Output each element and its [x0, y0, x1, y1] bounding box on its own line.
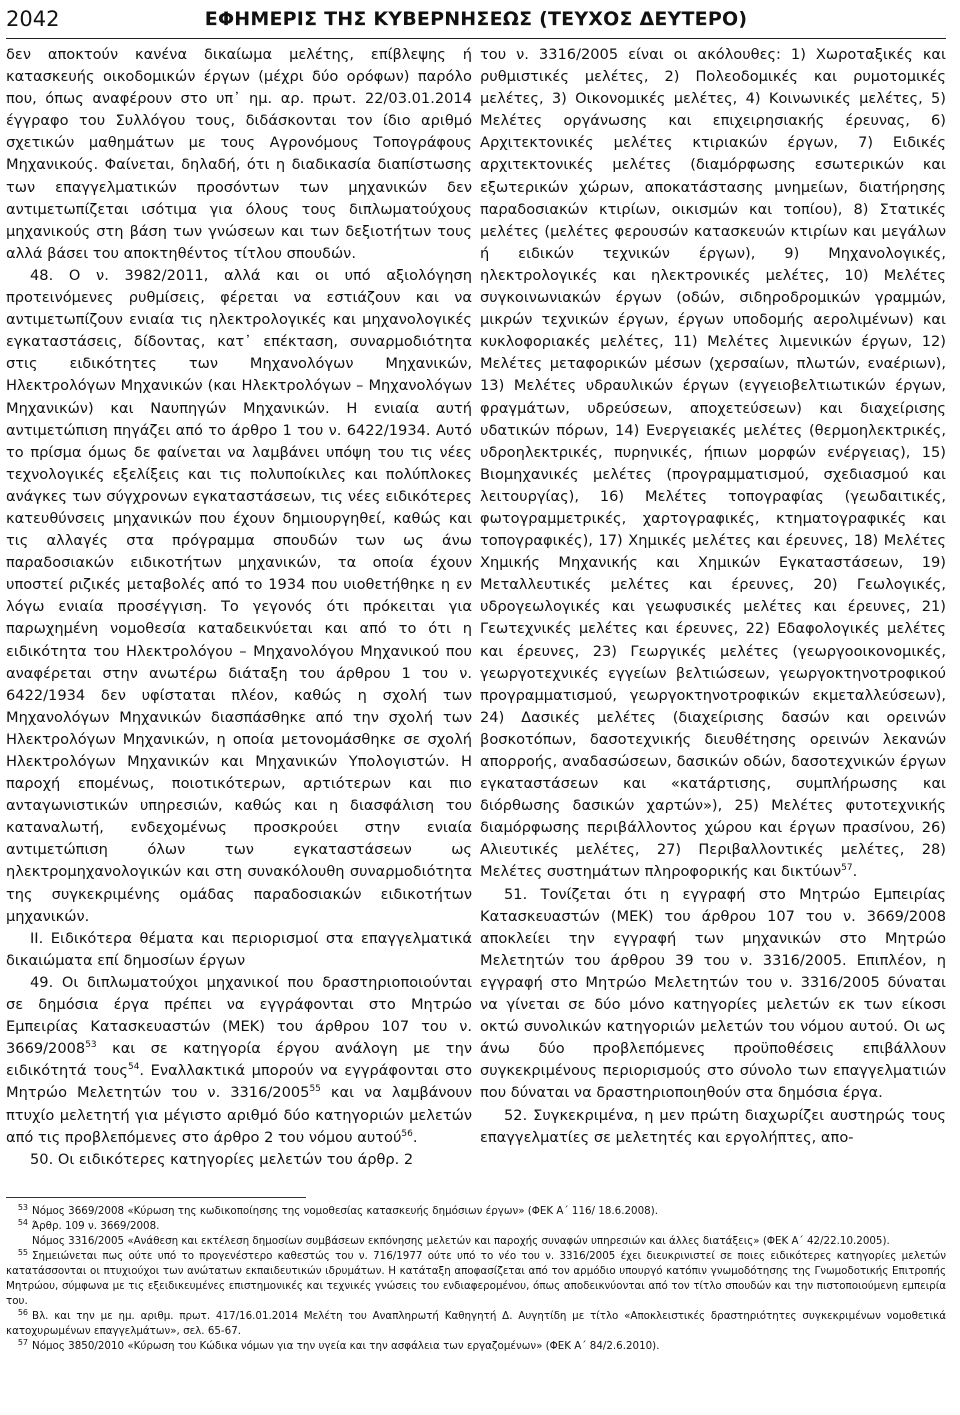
footnote-text: Βλ. και την με ημ. αριθμ. πρωτ. 417/16.01.2014 Μελέτη του Αναπληρωτή Καθηγητή Δ. Αυγητίδη με τίτλο «Αποκλειστικές δραστηριότητες συγκεκριμένων νομοθετικά κατοχυρωμένων επαγγελμάτων», σελ. 65-67.: [6, 1310, 946, 1337]
footnote-56: 56 Βλ. και την με ημ. αριθμ. πρωτ. 417/16.01.2014 Μελέτη του Αναπληρωτή Καθηγητή Δ. Αυγητίδη με τίτλο «Αποκλειστικές δραστηριότητες συγκεκριμένων νομοθετικά κατοχυρωμένων επαγγελμάτων», σελ. 65-67.: [6, 1307, 946, 1337]
footnote-text: Σημειώνεται πως ούτε υπό το προγενέστερο καθεστώς του ν. 716/1977 ούτε υπό το νέο του ν. 3316/2005 έχει διευκρινιστεί σε ποιες ειδικότερες κατηγορίες μελετών κατατάσσονται οι πτυχιούχοι των ανώτατων εκπαιδευτικών ιδρυμάτων. Η κατάταξη αποφασίζεται από τον αρμόδιο υπουργό κατόπιν γνωμοδότησης της Γνωμοδοτικής Επιτροπής Μητρώου, σύμφωνα με τις εξειδικευμένες επιστημονικές και τεχνικές γνώσεις του ενδιαφερομένου, όπως αποδεικνύονται από τον τίτλο σπουδών και την πιστοποιούμενη εμπειρία του.: [6, 1250, 946, 1307]
footnote-54-continued: [6, 1234, 946, 1249]
paragraph-49-text-a: 49. Οι διπλωματούχοι μηχανικοί που δραστηριοποιούνται σε δημόσια έργα πρέπει να εγγράφονται στο Μητρώο Εμπειρίας Κατασκευαστών (ΜΕΚ) του άρθρου 107 του ν. 3669/2008: [6, 973, 472, 1058]
paragraph-49-text-c: . Εναλλακτικά μπορούν να εγγράφονται στο Μητρώο Μελετητών του ν. 3316/2005: [6, 1062, 472, 1102]
footnote-divider: [6, 1197, 306, 1198]
footnote-text: Νόμος 3316/2005 «Ανάθεση και εκτέλεση δημοσίων συμβάσεων εκπόνησης μελετών και παροχής συναφών υπηρεσιών και άλλες διατάξεις» (ΦΕΚ Α΄ 42/22.10.2005).: [32, 1235, 890, 1247]
footnote-ref-53[interactable]: 53: [85, 1040, 97, 1051]
paragraph-continued: δεν αποκτούν κανένα δικαίωμα μελέτης, επίβλεψης ή κατασκευής οικοδομικών έργων (μέχρι δύο ορόφων) παρόλο που, όπως αναφέρουν στο υπ᾽ ημ. αρ. πρωτ. 22/03.01.2014 έγγραφο του Συλλόγου τους, διδάσκονται τον ίδιο αριθμό σχετικών μαθημάτων με τους Αγρονόμους Τοπογράφους Μηχανικούς. Φαίνεται, δηλαδή, ότι η διαδικασία διαπίστωσης των επαγγελματικών προσόντων των μηχανικών δεν αντιμετωπίζεται ισότιμα για όλους τους διπλωματούχους μηχανικούς στη βάση των γνώσεων και των δεξιοτήτων τους αλλά βάσει του αποκτηθέντος τίτλου σπουδών.: [6, 46, 472, 262]
paragraph-49: [6, 972, 472, 1149]
footnote-text: Άρθρ. 109 ν. 3669/2008.: [32, 1220, 160, 1232]
paragraph-50-continued: [480, 44, 946, 884]
footnote-text: Νόμος 3669/2008 «Κύρωση της κωδικοποίησης της νομοθεσίας κατασκευής δημόσιων έργων» (ΦΕΚ Α΄ 116/ 18.6.2008).: [32, 1205, 658, 1217]
footnote-ref-56[interactable]: 56: [401, 1128, 413, 1139]
page-number: 2042: [6, 7, 60, 31]
footnotes-section: [6, 1197, 946, 1409]
paragraph-50: 50. Οι ειδικότερες κατηγορίες μελετών του άρθρ. 2: [30, 1150, 414, 1168]
page-header: [6, 0, 946, 39]
gazette-title: ΕΦΗΜΕΡΙΣ ΤΗΣ ΚΥΒΕΡΝΗΣΕΩΣ (ΤΕΥΧΟΣ ΔΕΥΤΕΡΟ): [204, 8, 748, 30]
footnote-57: 57 Νόμος 3850/2010 «Κύρωση του Κώδικα νόμων για την υγεία και την ασφάλεια των εργαζομένων» (ΦΕΚ Α΄ 84/2.6.2010).: [17, 1337, 660, 1352]
paragraph-51: 51. Τονίζεται ότι η εγγραφή στο Μητρώο Εμπειρίας Κατασκευαστών (ΜΕΚ) του άρθρου 107 του ν. 3669/2008 αποκλείει την εγγραφή των μηχανικών στο Μητρώο Μελετητών του άρθρου 39 του ν. 3316/2005. Επιπλέον, η εγγραφή στο Μητρώο Μελετητών του ν. 3316/2005 δύναται να γίνεται σε δύο μόνο κατηγορίες μελετών εκ των είκοσι οκτώ συνολικών κατηγοριών μελετών του νόμου αυτού. Οι ως άνω δύο προβλεπόμενες προϋποθέσεις επιβάλλουν συγκεκριμένους περιορισμούς στο σύνολο των επαγγελματιών που δύναται να δραστηριοποιηθούν στα δημόσια έργα.: [480, 885, 946, 1102]
paragraph-52: 52. Συγκεκριμένα, η μεν πρώτη διαχωρίζει αυστηρώς τους επαγγελματίες σε μελετητές και εργολήπτες, απο-: [480, 1106, 946, 1146]
text-columns: [6, 44, 946, 1192]
paragraph-49-text-d: και να λαμβάνουν πτυχίο μελετητή για μέγιστο αριθμό δύο κατηγοριών μελετών από τις προβλεπόμενες στο άρθρο 2 του νόμου αυτού: [6, 1084, 472, 1146]
footnote-54: 54 Άρθρ. 109 ν. 3669/2008.: [17, 1217, 160, 1232]
right-column: [480, 44, 946, 1192]
footnote-ref-55[interactable]: 55: [309, 1084, 321, 1095]
left-column: [6, 44, 472, 1192]
paragraph-48: 48. Ο ν. 3982/2011, αλλά και οι υπό αξιολόγηση προτεινόμενες ρυθμίσεις, φέρεται να εστιάζουν και να αντιμετωπίζουν ενιαία τις ηλεκτρολογικές και μηχανολογικές εγκαταστάσεις, δίδοντας, κατ᾽ επέκταση, συναρμοδιότητα στις ειδικότητες των Μηχανολόγων Μηχανικών, Ηλεκτρολόγων Μηχανικών (και Ηλεκτρολόγων – Μηχανολόγων Μηχανικών) και Ναυπηγών Μηχανικών. Η ενιαία αυτή αντιμετώπιση πηγάζει από το άρθρο 1 του ν. 6422/1934. Αυτό το πρίσμα όμως δε φαίνεται να λαμβάνει υπόψη του τις νέες τεχνολογικές εξελίξεις και τις πολυποίκιλες και πολύπλοκες ανάγκες των σύγχρονων εγκαταστάσεων, τις νέες ειδικότερες κατευθύνσεις μηχανικών που έχουν δημιουργηθεί, καθώς και τις αλλαγές στα πρόγραμμα σπουδών των ως άνω παραδοσιακών ειδικοτήτων μηχανικών, τα οποία έχουν υποστεί ριζικές μεταβολές από το 1934 που υιοθετήθηκε η εν λόγω ενιαία προσέγγιση. Το γεγονός ότι πρόκειται για παρωχημένη νομοθεσία καταδεικνύεται και από το ότι η ειδικότητα του Ηλεκτρολόγου – Μηχανολόγου Μηχανικού που αναφέρεται στην ανωτέρω διάταξη του άρθρου 1 του ν. 6422/1934 δεν υφίσταται πλέον, καθώς η σχολή των Μηχανολόγων Μηχανικών διασπάσθηκε από την σχολή των Ηλεκτρολόγων Μηχανικών, η οποία μετονομάσθηκε σε σχολή Ηλεκτρολόγων Μηχανικών και Μηχανικών Υπολογιστών. Η παροχή επομένως, ποιοτικότερων, αρτιότερων και πιο ανταγωνιστικών υπηρεσιών, καθώς και η διασφάλιση του καταναλωτή, ενδεχομένως προσκρούει στην ενιαία αντιμετώπιση όλων των εγκαταστάσεων ως ηλεκτρομηχανολογικών και στη συνακόλουθη συναρμοδιότητα της συγκεκριμένης ομάδας παραδοσιακών ειδικοτήτων μηχανικών.: [6, 266, 472, 925]
paragraph-49-text-e: .: [412, 1128, 418, 1146]
footnote-text: Νόμος 3850/2010 «Κύρωση του Κώδικα νόμων για την υγεία και την ασφάλεια των εργαζομένων» (ΦΕΚ Α΄ 84/2.6.2010).: [32, 1340, 660, 1352]
footnote-ref-57[interactable]: 57: [841, 863, 853, 874]
footnote-55: 55 Σημειώνεται πως ούτε υπό το προγενέστερο καθεστώς του ν. 716/1977 ούτε υπό το νέο του ν. 3316/2005 έχει διευκρινιστεί σε ποιες ειδικότερες κατηγορίες μελετών κατατάσσονται οι πτυχιούχοι των ανώτατων εκπαιδευτικών ιδρυμάτων. Η κατάταξη αποφασίζεται από τον αρμόδιο υπουργό κατόπιν γνωμοδότησης της Γνωμοδοτικής Επιτροπής Μητρώου, σύμφωνα με τις εξειδικευμένες επιστημονικές και τεχνικές γνώσεις του ενδιαφερομένου, όπως αποδεικνύονται από τον τίτλο σπουδών και την πιστοποιούμενη εμπειρία του.: [6, 1247, 946, 1307]
footnote-53: 53 Νόμος 3669/2008 «Κύρωση της κωδικοποίησης της νομοθεσίας κατασκευής δημόσιων έργων» (ΦΕΚ Α΄ 116/ 18.6.2008).: [17, 1202, 658, 1217]
paragraph-50-end: .: [852, 863, 858, 881]
paragraph-49-text-b: και σε κατηγορία έργου ανάλογη με την ειδικότητά τους: [6, 1040, 472, 1080]
paragraph-50-list: του ν. 3316/2005 είναι οι ακόλουθες: 1) Χωροταξικές και ρυθμιστικές μελέτες, 2) Πολεοδομικές και ρυμοτομικές μελέτες, 3) Οικονομικές μελέτες, 4) Κοινωνικές μελέτες, 5) Μελέτες οργάνωσης και επιχειρησιακής έρευνας, 6) Αρχιτεκτονικές μελέτες κτιριακών έργων, 7) Ειδικές αρχιτεκτονικές μελέτες (διαμόρφωσης εσωτερικών και εξωτερικών χώρων, αποκατάστασης μνημείων, διατήρησης παραδοσιακών κτιρίων, οικισμών και τοπίου), 8) Στατικές μελέτες (μελέτες φερουσών κατασκευών κτιρίων και μεγάλων ή ειδικών τεχνικών έργων), 9) Μηχανολογικές, ηλεκτρολογικές και ηλεκτρονικές μελέτες, 10) Μελέτες συγκοινωνιακών έργων (οδών, σιδηροδρομικών γραμμών, μικρών τεχνικών έργων, έργων υποδομής αερολιμένων) και κυκλοφοριακές μελέτες, 11) Μελέτες λιμενικών έργων, 12) Μελέτες μεταφορικών μέσων (χερσαίων, πλωτών, εναέριων), 13) Μελέτες υδραυλικών έργων (εγγειοβελτιωτικών έργων, φραγμάτων, υδρεύσεων, αποχετεύσεων) και διαχείρισης υδατικών πόρων, 14) Ενεργειακές μελέτες (θερμοηλεκτρικές, υδροηλεκτρικές, πυρηνικές, ήπιων μορφών ενέργειας), 15) Βιομηχανικές μελέτες (προγραμματισμού, σχεδιασμού και λειτουργίας), 16) Μελέτες τοπογραφίας (γεωδαιτικές, φωτογραμμετρικές, χαρτογραφικές, κτηματογραφικές και τοπογραφικές), 17) Χημικές μελέτες και έρευνες, 18) Μελέτες Χημικής Μηχανικής και Χημικών Εγκαταστάσεων, 19) Μεταλλευτικές μελέτες και έρευνες, 20) Γεωλογικές, υδρογεωλογικές και γεωφυσικές μελέτες και έρευνες, 21) Γεωτεχνικές μελέτες και έρευνες, 22) Εδαφολογικές μελέτες και έρευνες, 23) Γεωργικές μελέτες (γεωργοοικονομικές, γεωργοτεχνικές εγγείων βελτιώσεων, γεωργοκτηνοτροφικού προγραμματισμού, γεωργοκτηνοτροφικών εκμεταλλεύσεων), 24) Δασικές μελέτες (διαχείρισης δασών και ορεινών βοσκοτόπων, δασοτεχνικής διευθέτησης ορεινών λεκανών απορροής, αναδασώσεων, δασικών οδών, δασοτεχνικών έργων εγκαταστάσεων και «κατάρτισης, συμπλήρωσης και διόρθωσης δασικών χαρτών»), 25) Μελέτες φυτοτεχνικής διαμόρφωσης περιβάλλοντος χώρου και έργων πρασίνου, 26) Αλιευτικές μελέτες, 27) Περιβαλλοντικές μελέτες, 28) Μελέτες συστημάτων πληροφορικής και δικτύων: [480, 46, 946, 881]
section-heading-ii: ΙΙ. Ειδικότερα θέματα και περιορισμοί στα επαγγελματικά δικαιώματα επί δημοσίων έργων: [6, 929, 472, 969]
footnote-ref-54[interactable]: 54: [127, 1062, 140, 1073]
